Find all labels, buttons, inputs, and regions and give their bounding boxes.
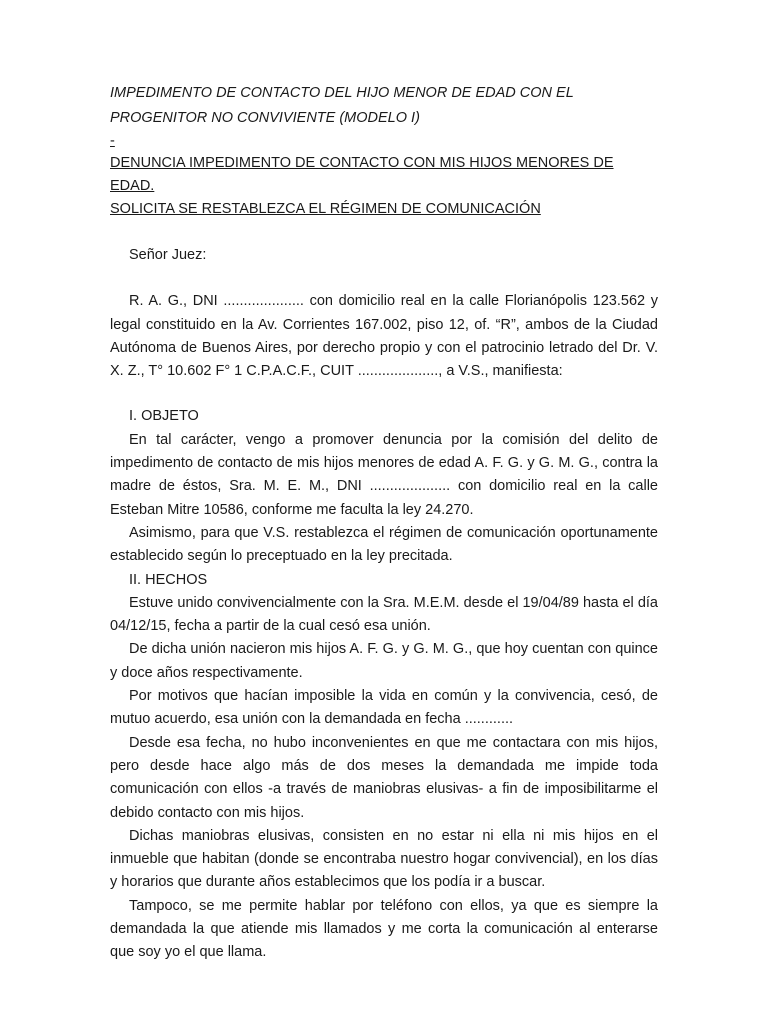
- document-body: [110, 80, 658, 965]
- spacer: [110, 383, 658, 405]
- objeto-paragraph-1: En tal carácter, vengo a promover denuncia por la comisión del delito de impedimento de contacto de mis hijos menores de edad A. F. G. y G. M. G., contra la madre de éstos, Sra. M. E. M., DNI .................... con domicilio real en la calle Esteban Mitre 10586, conforme me faculta la ley 24.270.: [110, 431, 658, 518]
- section-heading-hechos: II. HECHOS: [129, 571, 208, 588]
- spacer: [110, 267, 658, 290]
- document-subtitle-line-2: SOLICITA SE RESTABLEZCA EL RÉGIMEN DE COMUNICACIÓN: [110, 201, 541, 217]
- hechos-paragraph-1: Estuve unido convivencialmente con la Sra. M.E.M. desde el 19/04/89 hasta el día 04/12/15, fecha a partir de la cual cesó esa unión.: [110, 594, 658, 635]
- salutation: Señor Juez:: [129, 247, 207, 263]
- intro-paragraph: R. A. G., DNI .................... con domicilio real en la calle Florianópolis 123.562 y legal constituido en la Av. Corrientes 167.002, piso 12, of. “R”, ambos de la Ciudad Autónoma de Buenos Aires, por derecho propio y con el patrocinio letrado del Dr. V. X. Z., T° 10.602 F° 1 C.P.A.C.F., CUIT ...................., a V.S., manifiesta:: [110, 293, 658, 380]
- hechos-paragraph-3: Por motivos que hacían imposible la vida en común y la convivencia, cesó, de mutuo acuerdo, esa unión con la demandada en fecha ............: [110, 688, 658, 728]
- document-title-line-1: IMPEDIMENTO DE CONTACTO DEL HIJO MENOR DE EDAD CON EL: [110, 85, 574, 101]
- document-title-line-2: PROGENITOR NO CONVIVIENTE (MODELO I): [110, 110, 420, 126]
- document-subtitle-line-1: DENUNCIA IMPEDIMENTO DE CONTACTO CON MIS HIJOS MENORES DE EDAD.: [110, 155, 614, 194]
- separator-mark: -: [110, 133, 115, 149]
- section-heading-objeto: I. OBJETO: [129, 408, 199, 425]
- hechos-paragraph-5: Dichas maniobras elusivas, consisten en no estar ni ella ni mis hijos en el inmueble que habitan (donde se encontraba nuestro hogar convivencial), en los días y horarios que durante años establecimos que los podía ir a buscar.: [110, 827, 658, 891]
- hechos-paragraph-6: Tampoco, se me permite hablar por teléfono con ellos, ya que es siempre la demandada la que atiende mis llamados y me corta la comunicación al enterarse que soy yo el que llama.: [110, 897, 658, 961]
- spacer: [110, 221, 658, 244]
- hechos-paragraph-4: Desde esa fecha, no hubo inconvenientes en que me contactara con mis hijos, pero desde hace algo más de dos meses la demandada me impide toda comunicación con ellos -a través de maniobras elusivas- a fin de imposibilitarme el debido contacto con mis hijos.: [110, 734, 658, 821]
- hechos-paragraph-2: De dicha unión nacieron mis hijos A. F. G. y G. M. G., que hoy cuentan con quince y doce años respectivamente.: [110, 641, 658, 681]
- objeto-paragraph-2: Asimismo, para que V.S. restablezca el régimen de comunicación oportunamente establecido según lo preceptuado en la ley precitada.: [110, 524, 658, 565]
